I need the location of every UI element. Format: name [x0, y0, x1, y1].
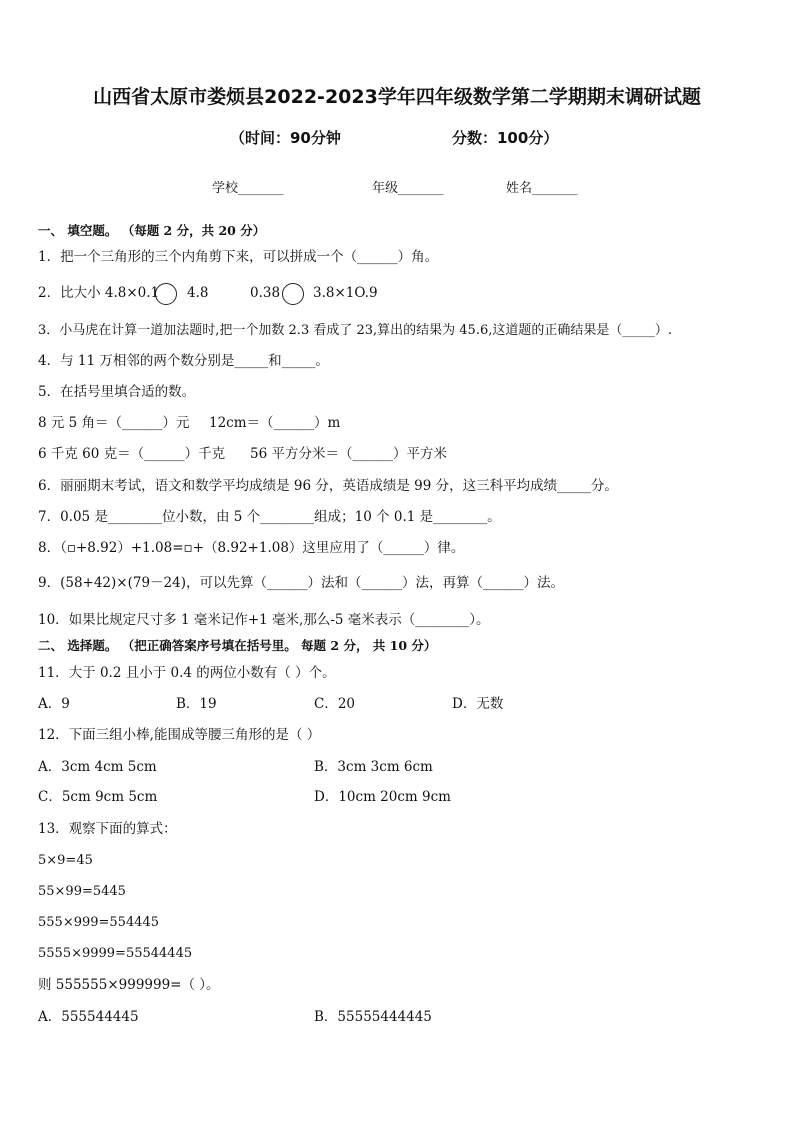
exam-score: 分数：100分）	[452, 129, 559, 147]
question-9: 9．(58+42)×(79－24)，可以先算（______）法和（______）法，再算（______）法。	[38, 575, 564, 591]
section-2-heading: 二、 选择题。 （把正确答案序号填在括号里。 每题 2 分， 共 10 分）	[38, 638, 437, 653]
section-1-heading: 一、 填空题。 （每题 2 分，共 20 分）	[38, 223, 266, 238]
question-10: 10．如果比规定尺寸多 1 毫米记作+1 毫米,那么-5 毫米表示（________）。	[38, 612, 490, 628]
question-13-option-b: B．55555444445	[314, 1009, 432, 1025]
question-6: 6．丽丽期末考试，语文和数学平均成绩是 96 分，英语成绩是 99 分，这三科平均成绩_____分。	[38, 478, 618, 494]
question-3: 3．小马虎在计算一道加法题时,把一个加数 2.3 看成了 23,算出的结果为 45.6,这道题的正确结果是（_____）.	[38, 323, 672, 338]
name-field: 姓名_______	[506, 181, 578, 196]
question-7: 7．0.05 是________位小数，由 5 个________组成；10 个 0.1 是________。	[38, 509, 501, 525]
question-2-right1: 4.8	[187, 285, 209, 301]
exam-time: （时间：90分钟	[230, 129, 341, 147]
question-1: 1．把一个三角形的三个内角剪下来，可以拼成一个（______）角。	[38, 249, 439, 265]
equation-line: 55×99=5445	[38, 884, 126, 899]
question-12-option-d: D．10cm 20cm 9cm	[314, 789, 451, 805]
compare-circle-1	[155, 283, 177, 305]
equation-line: 5×9=45	[38, 853, 93, 868]
question-11-option-a: A．9	[38, 696, 70, 712]
question-5-b1: 6 千克 60 克＝（______）千克	[38, 446, 226, 462]
page-title: 山西省太原市娄烦县2022-2023学年四年级数学第二学期期末调研试题	[93, 86, 701, 108]
question-2-right2: 3.8×1O.9	[313, 285, 378, 301]
question-11-option-c: C．20	[314, 696, 356, 712]
question-4: 4．与 11 万相邻的两个数分别是_____和_____。	[38, 353, 329, 369]
question-11-option-d: D．无数	[452, 696, 504, 712]
question-11-option-b: B．19	[176, 696, 217, 712]
question-12: 12．下面三组小棒,能围成等腰三角形的是（ ）	[38, 727, 321, 743]
question-5-b2: 56 平方分米＝（______）平方米	[250, 446, 447, 462]
compare-circle-2	[282, 283, 304, 305]
question-2-left2: 0.38	[250, 285, 281, 301]
question-5-a1: 8 元 5 角＝（______）元	[38, 415, 190, 431]
equation-line: 555×999=554445	[38, 915, 160, 930]
question-12-option-c: C．5cm 9cm 5cm	[38, 789, 158, 805]
question-12-option-b: B．3cm 3cm 6cm	[314, 759, 433, 775]
school-field: 学校_______	[212, 181, 284, 196]
question-13: 13．观察下面的算式：	[38, 821, 177, 837]
question-13-option-a: A．555544445	[38, 1009, 139, 1025]
question-11: 11．大于 0.2 且小于 0.4 的两位小数有（ ）个。	[38, 665, 336, 681]
question-5: 5．在括号里填合适的数。	[38, 384, 196, 400]
question-2-label: 2．比大小 4.8×0.1	[38, 285, 160, 301]
question-5-a2: 12cm＝（______）m	[209, 415, 341, 431]
grade-field: 年级_______	[372, 181, 444, 196]
equation-line: 5555×9999=55544445	[38, 946, 193, 961]
question-8: 8．（▫+8.92）+1.08=▫+（8.92+1.08）这里应用了（______）律。	[38, 540, 465, 556]
question-12-option-a: A．3cm 4cm 5cm	[38, 759, 157, 775]
question-13-ask: 则 555555×999999=（ ）。	[38, 977, 220, 993]
